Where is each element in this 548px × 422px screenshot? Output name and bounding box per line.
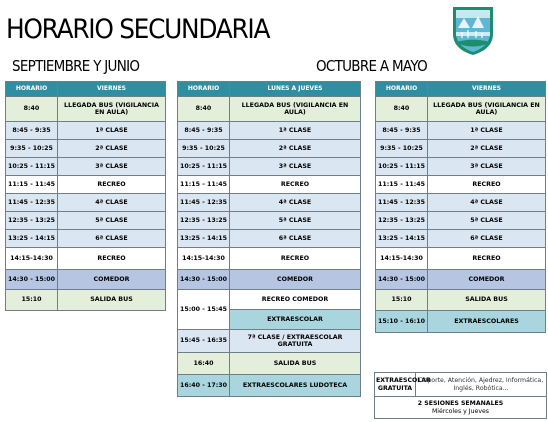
table-row: 11:45 - 12:35 4ª CLASE xyxy=(178,194,361,212)
table-row: 11:15 - 11:45 RECREO xyxy=(376,176,546,194)
col-header-horario: HORARIO xyxy=(6,82,58,97)
school-logo-icon xyxy=(450,4,496,56)
schedule-sept-june xyxy=(5,81,166,311)
table-row: 11:15 - 11:45 RECREO xyxy=(6,176,166,194)
table-row: 14:15-14:30 RECREO xyxy=(376,248,546,270)
table-row: 9:35 - 10:25 2ª CLASE xyxy=(376,140,546,158)
table-row: 8:40 LLEGADA BUS (VIGILANCIA EN AULA) xyxy=(178,97,361,122)
table-row: 14:30 - 15:00 COMEDOR xyxy=(178,270,361,290)
free-extracurricular-label: EXTRAESCOLAR GRATUITA xyxy=(375,373,416,397)
table-row: 14:15-14:30 RECREO xyxy=(6,248,166,270)
table-row: 14:15-14:30 RECREO xyxy=(178,248,361,270)
table-row: 8:45 - 9:35 1ª CLASE xyxy=(178,122,361,140)
table-row: 16:40 - 17:30 EXTRAESCOLARES LUDOTECA xyxy=(178,375,361,397)
table-row: 10:25 - 11:15 3ª CLASE xyxy=(178,158,361,176)
table-row: 11:45 - 12:35 4ª CLASE xyxy=(6,194,166,212)
page-title: HORARIO SECUNDARIA xyxy=(6,14,270,45)
table-row: 8:45 - 9:35 1ª CLASE xyxy=(376,122,546,140)
subtitle-sept-june: SEPTIEMBRE Y JUNIO xyxy=(12,57,140,75)
table-row: 11:15 - 11:45 RECREO xyxy=(178,176,361,194)
table-row: 15:45 - 16:35 7ª CLASE / EXTRAESCOLAR GRATUITA xyxy=(178,330,361,353)
table-row: 15:10 SALIDA BUS xyxy=(376,290,546,311)
table-row: 12:35 - 13:25 5ª CLASE xyxy=(6,212,166,230)
col-header-horario: HORARIO xyxy=(178,82,230,97)
free-extracurricular-desc: Deporte, Atención, Ajedrez, Informática, Inglés, Robótica... xyxy=(416,373,547,397)
table-row: 8:40 LLEGADA BUS (VIGILANCIA EN AULA) xyxy=(376,97,546,122)
table-row: 15:10 SALIDA BUS xyxy=(6,290,166,311)
subtitle-oct-may: OCTUBRE A MAYO xyxy=(316,57,428,75)
table-row: 12:35 - 13:25 5ª CLASE xyxy=(178,212,361,230)
schedule-oct-may-mon-thu xyxy=(177,81,361,397)
table-row: 8:40 LLEGADA BUS (VIGILANCIA EN AULA) xyxy=(6,97,166,122)
table-row: 16:40 SALIDA BUS xyxy=(178,353,361,375)
col-header-viernes: VIERNES xyxy=(428,82,546,97)
weekly-sessions: 2 SESIONES SEMANALES Miércoles y Jueves xyxy=(375,397,547,419)
extracurricular-info xyxy=(374,372,547,419)
table-row: 11:45 - 12:35 4ª CLASE xyxy=(376,194,546,212)
table-row: 8:45 - 9:35 1ª CLASE xyxy=(6,122,166,140)
col-header-lunes-jueves: LUNES A JUEVES xyxy=(230,82,361,97)
schedule-oct-may-friday xyxy=(375,81,546,333)
table-row: 12:35 - 13:25 5ª CLASE xyxy=(376,212,546,230)
table-row: 13:25 - 14:15 6ª CLASE xyxy=(6,230,166,248)
col-header-horario: HORARIO xyxy=(376,82,428,97)
table-row: 15:10 - 16:10 EXTRAESCOLARES xyxy=(376,311,546,333)
table-row: 14:30 - 15:00 COMEDOR xyxy=(376,270,546,290)
table-row: 14:30 - 15:00 COMEDOR xyxy=(6,270,166,290)
table-row: 13:25 - 14:15 6ª CLASE xyxy=(178,230,361,248)
table-row: 13:25 - 14:15 6ª CLASE xyxy=(376,230,546,248)
col-header-viernes: VIERNES xyxy=(58,82,166,97)
table-row: 9:35 - 10:25 2ª CLASE xyxy=(6,140,166,158)
table-row: 15:00 - 15:45 RECREO COMEDOR xyxy=(178,290,361,310)
table-row: 10:25 - 11:15 3ª CLASE xyxy=(6,158,166,176)
table-row: EXTRAESCOLAR xyxy=(178,310,361,330)
table-row: 10:25 - 11:15 3ª CLASE xyxy=(376,158,546,176)
table-row: 9:35 - 10:25 2ª CLASE xyxy=(178,140,361,158)
